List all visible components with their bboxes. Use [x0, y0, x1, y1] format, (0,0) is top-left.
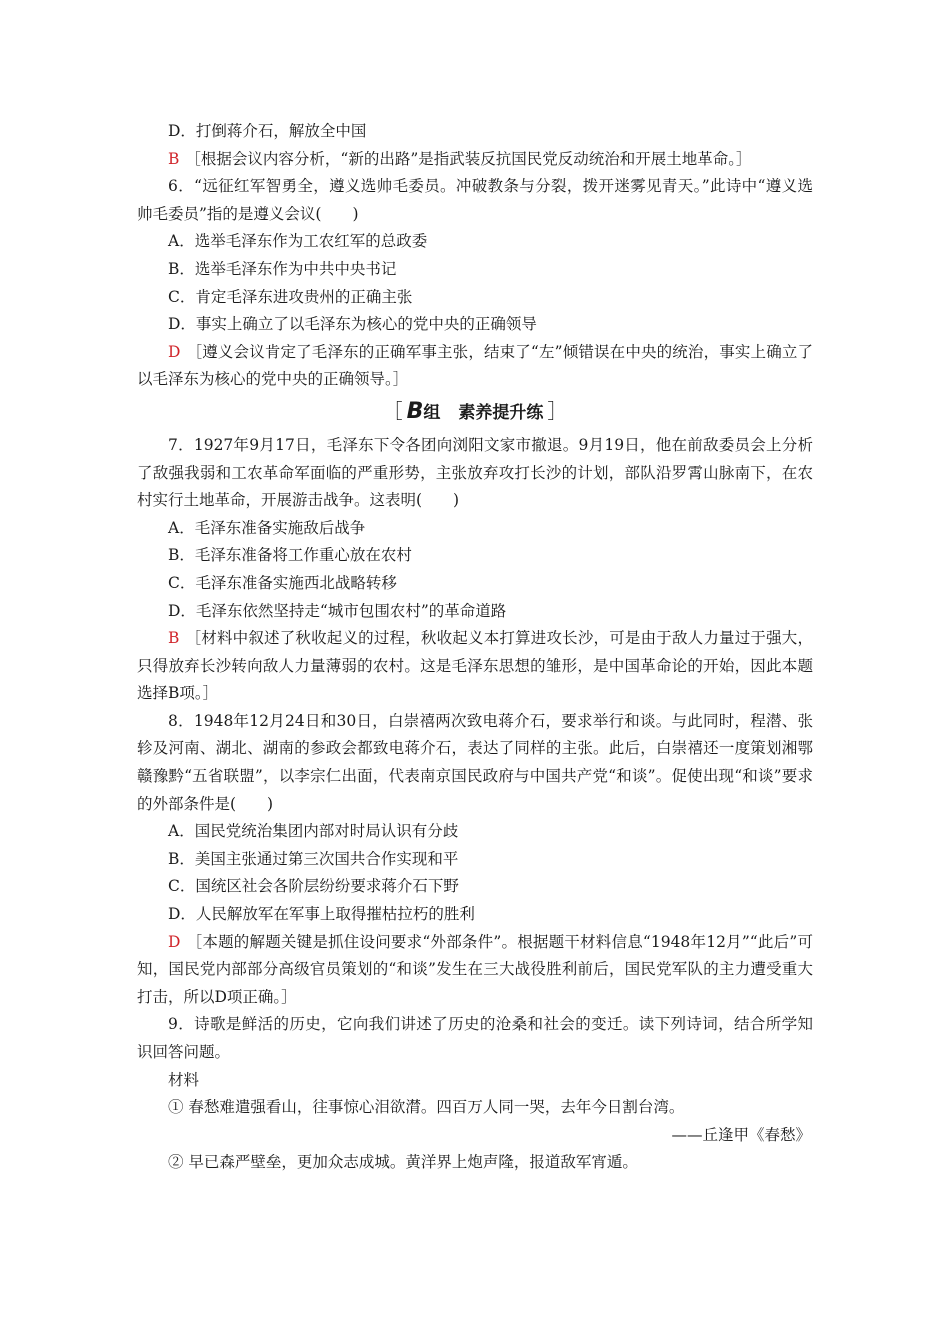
- q7-answer-key: B: [168, 629, 180, 648]
- q9-poem-1-source: ——丘逢甲《春愁》: [671, 1125, 811, 1144]
- q9-stem: 9．诗歌是鲜活的历史，它向我们讲述了历史的沧桑和社会的变迁。读下列诗词，结合所学知识回答问题。: [137, 1015, 813, 1061]
- q5-answer-key: B: [168, 149, 180, 168]
- q6-explanation: ［遵义会议肯定了毛泽东的正确军事主张，结束了“左”倾错误在中央的统治，事实上确立了以毛泽东为核心的党中央的正确领导。］: [137, 342, 813, 389]
- q8-explanation: ［本题的解题关键是抓住设问要求“外部条件”。根据题干材料信息“1948年12月”“此后”可知，国民党内部部分高级官员策划的“和谈”发生在三大战役胜利前后，国民党军队的主力遭受重大打击，所以D项正确。］: [137, 932, 813, 1006]
- q6-option-a: A．选举毛泽东作为工农红军的总政委: [168, 232, 428, 251]
- q9-poem-1: ① 春愁难遣强看山，往事惊心泪欲潸。四百万人同一哭，去年今日割台湾。: [168, 1098, 685, 1117]
- q8-option-a: A．国民党统治集团内部对时局认识有分歧: [168, 822, 459, 841]
- q9-material-label: 材料: [168, 1070, 200, 1089]
- q7-option-b: B．毛泽东准备将工作重心放在农村: [168, 546, 412, 565]
- section-heading: [137, 396, 813, 428]
- section-close-bracket: ］: [547, 398, 568, 423]
- section-title: 素养提升练: [458, 402, 544, 423]
- q7-explanation: ［材料中叙述了秋收起义的过程，秋收起义本打算进攻长沙，可是由于敌人力量过于强大，只得放弃长沙转向敌人力量薄弱的农村。这是毛泽东思想的雏形，是中国革命论的开始，因此本题选择B项。］: [137, 629, 813, 703]
- q7-option-a: A．毛泽东准备实施敌后战争: [168, 518, 366, 537]
- section-group-letter: B: [406, 398, 424, 424]
- q5-option-d: D．打倒蒋介石，解放全中国: [168, 122, 367, 140]
- q9-poem-2: ② 早已森严壁垒，更加众志成城。黄洋界上炮声隆，报道敌军宵遁。: [168, 1153, 638, 1172]
- q5-explanation: ［根据会议内容分析，“新的出路”是指武装反抗国民党反动统治和开展土地革命。］: [185, 149, 752, 168]
- q6-option-b: B．选举毛泽东作为中共中央书记: [168, 259, 397, 278]
- q8-stem: 8．1948年12月24日和30日，白崇禧两次致电蒋介石，要求举行和谈。与此同时，程潜、张轸及河南、湖北、湖南的参政会都致电蒋介石，表达了同样的主张。此后，白崇禧还一度策划湘鄂赣豫黔“五省联盟”，以李宗仁出面，代表南京国民政府与中国共产党“和谈”。促使出现“和谈”要求的外部条件是( ): [137, 711, 813, 813]
- q8-option-b: B．美国主张通过第三次国共合作实现和平: [168, 849, 459, 868]
- section-group-char: 组: [423, 402, 441, 423]
- q6-stem: 6．“远征红军智勇全，遵义选帅毛委员。冲破教条与分裂，拨开迷雾见青天。”此诗中“遵义选帅毛委员”指的是遵义会议( ): [137, 177, 813, 223]
- q8-option-c: C．国统区社会各阶层纷纷要求蒋介石下野: [168, 877, 459, 896]
- section-open-bracket: ［: [382, 398, 403, 423]
- q5-answer: [137, 146, 813, 174]
- document-page: [137, 118, 813, 1177]
- q8-answer: [137, 929, 813, 1012]
- q7-stem: 7．1927年9月17日，毛泽东下令各团向浏阳文家市撤退。9月19日，他在前敌委员会上分析了敌强我弱和工农革命军面临的严重形势，主张放弃攻打长沙的计划，部队沿罗霄山脉南下，在农村实行土地革命，开展游击战争。这表明( ): [137, 435, 813, 510]
- q7-answer: [137, 625, 813, 708]
- q8-answer-key: D: [168, 932, 181, 951]
- q6-option-d: D．事实上确立了以毛泽东为核心的党中央的正确领导: [168, 315, 537, 334]
- q7-option-d: D．毛泽东依然坚持走“城市包围农村”的革命道路: [168, 601, 507, 620]
- q8-option-d: D．人民解放军在军事上取得摧枯拉朽的胜利: [168, 905, 475, 924]
- q7-option-c: C．毛泽东准备实施西北战略转移: [168, 573, 397, 592]
- q6-answer: [137, 339, 813, 394]
- q6-option-c: C．肯定毛泽东进攻贵州的正确主张: [168, 287, 413, 306]
- q6-answer-key: D: [168, 342, 181, 361]
